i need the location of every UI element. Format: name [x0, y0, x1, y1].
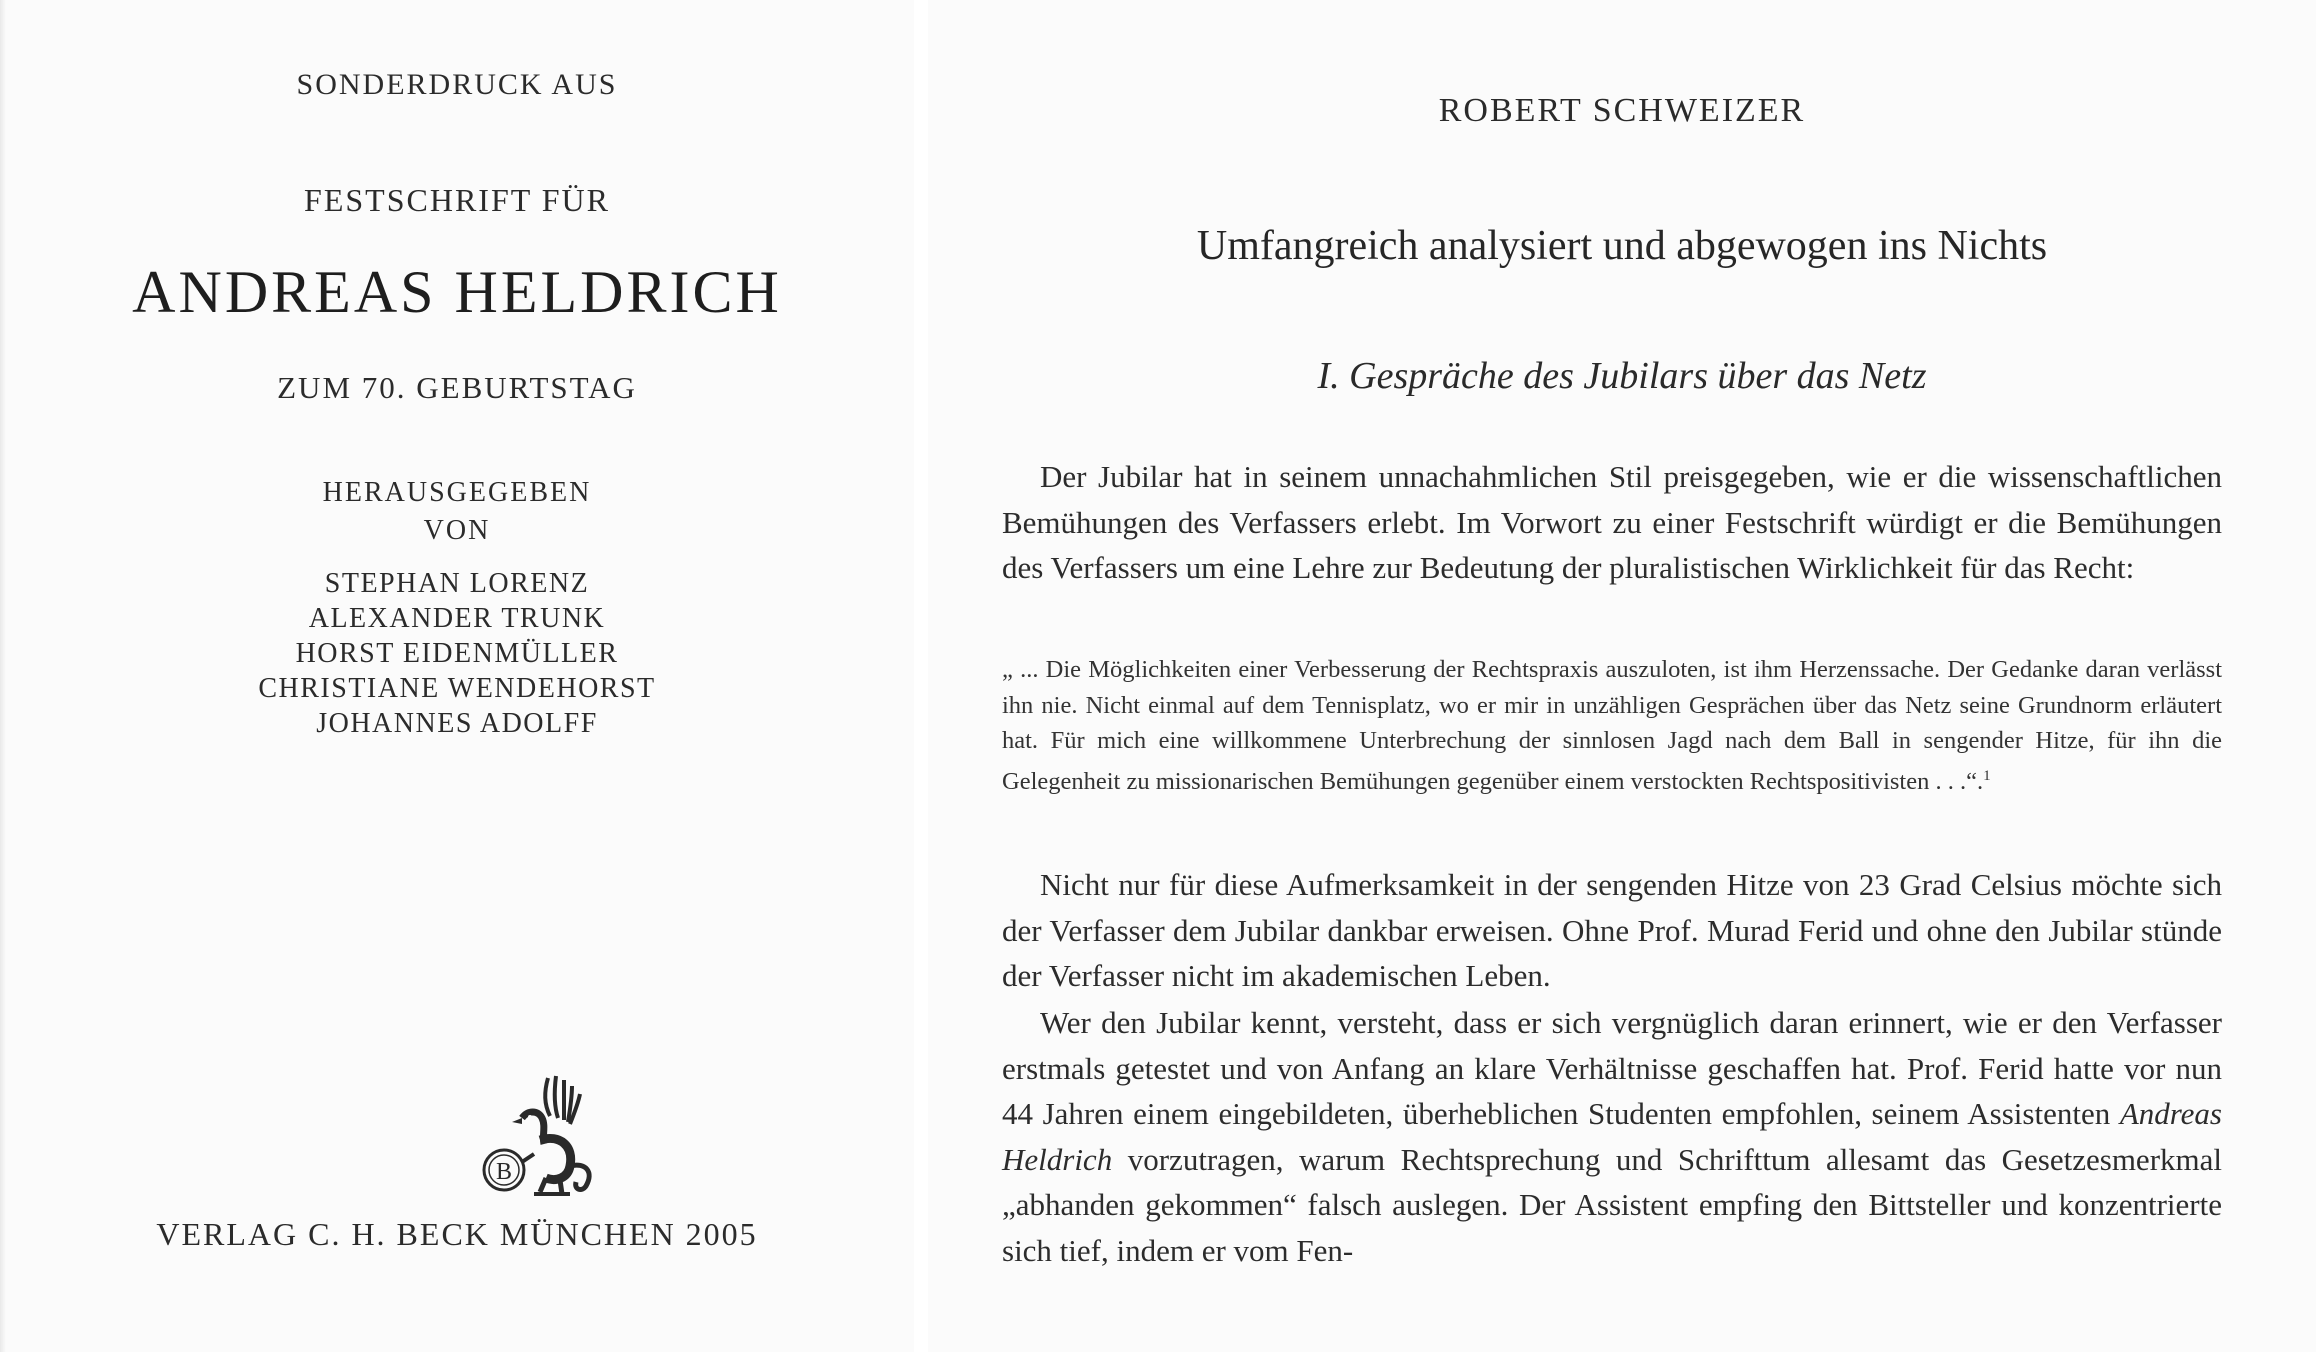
honoree-name: ANDREAS HELDRICH	[132, 259, 782, 325]
editors-list	[0, 566, 914, 741]
paragraph-text: Der Jubilar hat in seinem unnachahmlichen Stil preisgegeben, wie er die wissenschaftlichen Bemühungen des Verfassers erlebt. Im Vorwort zu einer Festschrift würdigt er die Bemühungen des Verfassers um eine Lehre zur Bedeutung der pluralistischen Wirklichkeit für das Recht:	[1002, 459, 2222, 585]
footnote-marker: 1	[1983, 767, 1991, 784]
article-author: ROBERT SCHWEIZER	[1438, 92, 1806, 129]
publisher-griffin-logo	[470, 1070, 610, 1200]
quote-text: „ ... Die Möglichkeiten einer Verbesserung der Rechtspraxis auszuloten, ist ihm Herzenssache. Der Gedanke daran verlässt ihn nie. Nicht einmal auf dem Tennisplatz, wo er mir in unzähligen Gesprächen über das Netz seine Grundnorm erläutert hat. Für mich eine willkommene Unterbrechung der sinnlosen Jagd nach dem Ball in sengender Hitze, für ihn die Gelegenheit zu missionarischen Bemühungen gegenüber einem verstockten Rechtspositivisten . . .“.	[1002, 656, 2222, 795]
paragraph-text	[1002, 1000, 2222, 1273]
paragraph-text: Nicht nur für diese Aufmerksamkeit in der sengenden Hitze von 23 Grad Celsius möchte sich der Verfasser dem Jubilar dankbar erweisen. Ohne Prof. Murad Ferid und ohne den Jubilar stünde der Verfasser nicht im akademischen Leben.	[1002, 867, 2222, 993]
block-quote	[1002, 652, 2222, 799]
body-paragraph	[1002, 1000, 2222, 1273]
paragraph-text-part: vorzutragen, warum Rechtsprechung und Schrifttum allesamt das Gesetzesmerkmal „abhanden gekommen“ falsch auslegen. Der Assistent empfing den Bittsteller und konzentrierte sich tief, indem er vom Fen-	[1002, 1141, 2222, 1268]
offprint-label: SONDERDRUCK AUS	[296, 68, 618, 101]
paragraph-text-part: Wer den Jubilar kennt, versteht, dass er sich vergnüglich daran erinnert, wie er den Verfasser erstmals getestet und von Anfang an klare Verhältnisse geschaffen hat. Prof. Ferid hatte vor nun 44 Jahren einem eingebildeten, überheblichen Studenten empfohlen, seinem Assistenten	[1002, 1005, 2222, 1131]
italic-name: Andreas Heldrich	[1002, 1096, 2223, 1177]
body-paragraph	[1002, 862, 2222, 999]
editor-name: CHRISTIANE WENDEHORST	[258, 673, 656, 704]
editor-name: STEPHAN LORENZ	[324, 568, 590, 599]
occasion-line: ZUM 70. GEBURTSTAG	[277, 370, 637, 405]
edited-by-von: VON	[423, 515, 491, 546]
editor-name: HORST EIDENMÜLLER	[295, 638, 619, 669]
article-title: Umfangreich analysiert und abgewogen ins Nichts	[1196, 223, 2048, 269]
page-gutter	[914, 0, 928, 1352]
editor-name: ALEXANDER TRUNK	[308, 603, 606, 634]
logo-letter: B	[495, 1159, 513, 1185]
quote-paragraph	[1002, 652, 2222, 799]
publisher-imprint: VERLAG C. H. BECK MÜNCHEN 2005	[156, 1216, 758, 1252]
body-paragraph	[1002, 454, 2222, 591]
section-heading: I. Gespräche des Jubilars über das Netz	[1317, 355, 1927, 397]
edited-by-line: HERAUSGEGEBEN	[322, 477, 592, 508]
edited-by-label	[0, 474, 914, 550]
editor-name: JOHANNES ADOLFF	[316, 708, 598, 739]
festschrift-label: FESTSCHRIFT FÜR	[304, 182, 610, 218]
